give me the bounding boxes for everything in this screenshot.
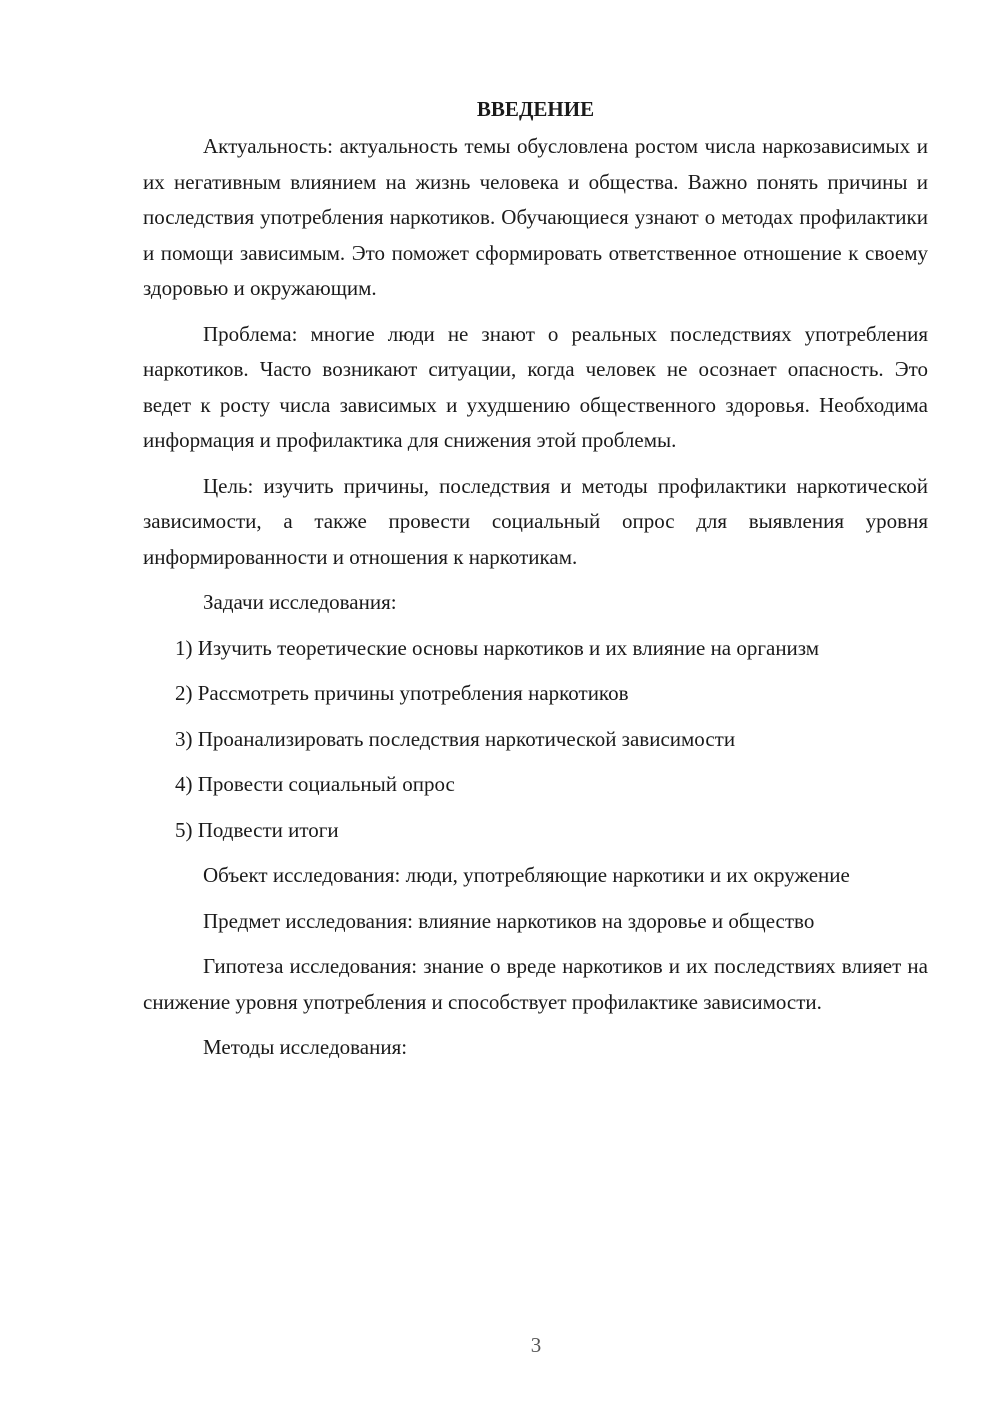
subject-paragraph: Предмет исследования: влияние наркотиков на здоровье и общество — [203, 908, 815, 933]
object-paragraph: Объект исследования: люди, употребляющие наркотики и их окружение — [203, 863, 850, 887]
list-item: 5) Подвести итоги — [175, 817, 339, 842]
methods-heading: Методы исследования: — [203, 1035, 408, 1059]
list-item: 3) Проанализировать последствия наркотической зависимости — [175, 726, 736, 751]
page-title: ВВЕДЕНИЕ — [476, 97, 595, 121]
tasks-list — [143, 631, 928, 849]
list-item: 2) Рассмотреть причины употребления наркотиков — [175, 681, 629, 705]
document-page — [143, 92, 928, 1076]
list-item: 4) Провести социальный опрос — [175, 772, 455, 796]
relevance-paragraph: Актуальность: актуальность темы обусловлена ростом числа наркозависимых и их негативным влиянием на жизнь человека и общества. Важно понять причины и последствия употребления наркотиков. Обучающиеся узнают о методах профилактики и помощи зависимым. Это поможет сформировать ответственное отношение к своему здоровью и окружающим. — [143, 134, 928, 300]
page-number: 3 — [530, 1333, 542, 1357]
problem-paragraph: Проблема: многие люди не знают о реальных последствиях употребления наркотиков. Часто возникают ситуации, когда человек не осознает опасность. Это ведет к росту числа зависимых и ухудшению общественного здоровья. Необходима информация и профилактика для снижения этой проблемы. — [143, 321, 928, 452]
goal-paragraph: Цель: изучить причины, последствия и методы профилактики наркотической зависимости, а также провести социальный опрос для выявления уровня информированности и отношения к наркотикам. — [143, 473, 928, 569]
list-item: 1) Изучить теоретические основы наркотиков и их влияние на организм — [175, 635, 820, 660]
tasks-heading: Задачи исследования: — [203, 590, 397, 614]
hypothesis-paragraph: Гипотеза исследования: знание о вреде наркотиков и их последствиях влияет на снижение уровня употребления и способствует профилактике зависимости. — [143, 954, 928, 1014]
